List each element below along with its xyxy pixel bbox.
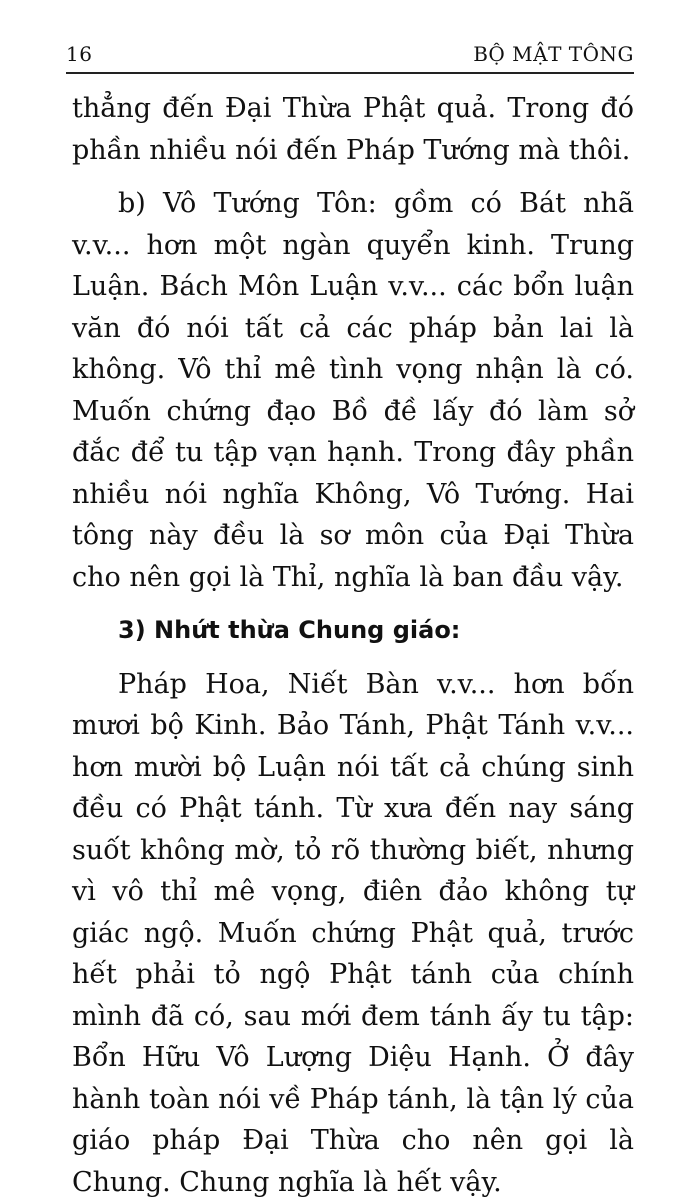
- paragraph-continuation: thẳng đến Đại Thừa Phật quả. Trong đó phần nhiều nói đến Pháp Tướng mà thôi.: [72, 88, 634, 171]
- page-number: 16: [66, 42, 92, 66]
- book-title: BỘ MẬT TÔNG: [473, 42, 634, 66]
- running-header: [66, 38, 634, 74]
- section-heading: 3) Nhứt thừa Chung giáo:: [72, 610, 634, 652]
- body-text: [72, 88, 634, 1203]
- paragraph-chung-giao: Pháp Hoa, Niết Bàn v.v... hơn bốn mươi bộ Kinh. Bảo Tánh, Phật Tánh v.v... hơn mười bộ Luận nói tất cả chúng sinh đều có Phật tánh. Từ xưa đến nay sáng suốt không mờ, tỏ rõ thường biết, nhưng vì vô thỉ mê vọng, điên đảo không tự giác ngộ. Muốn chứng Phật quả, trước hết phải tỏ ngộ Phật tánh của chính mình đã có, sau mới đem tánh ấy tu tập: Bổn Hữu Vô Lượng Diệu Hạnh. Ở đây hành toàn nói về Pháp tánh, là tận lý của giáo pháp Đại Thừa cho nên gọi là Chung. Chung nghĩa là hết vậy.: [72, 664, 634, 1203]
- paragraph-vo-tuong-ton: b) Vô Tướng Tôn: gồm có Bát nhã v.v... hơn một ngàn quyển kinh. Trung Luận. Bách Môn Luận v.v... các bổn luận văn đó nói tất cả các pháp bản lai là không. Vô thỉ mê tình vọng nhận là có. Muốn chứng đạo Bồ đề lấy đó làm sở đắc để tu tập vạn hạnh. Trong đây phần nhiều nói nghĩa Không, Vô Tướng. Hai tông này đều là sơ môn của Đại Thừa cho nên gọi là Thỉ, nghĩa là ban đầu vậy.: [72, 183, 634, 598]
